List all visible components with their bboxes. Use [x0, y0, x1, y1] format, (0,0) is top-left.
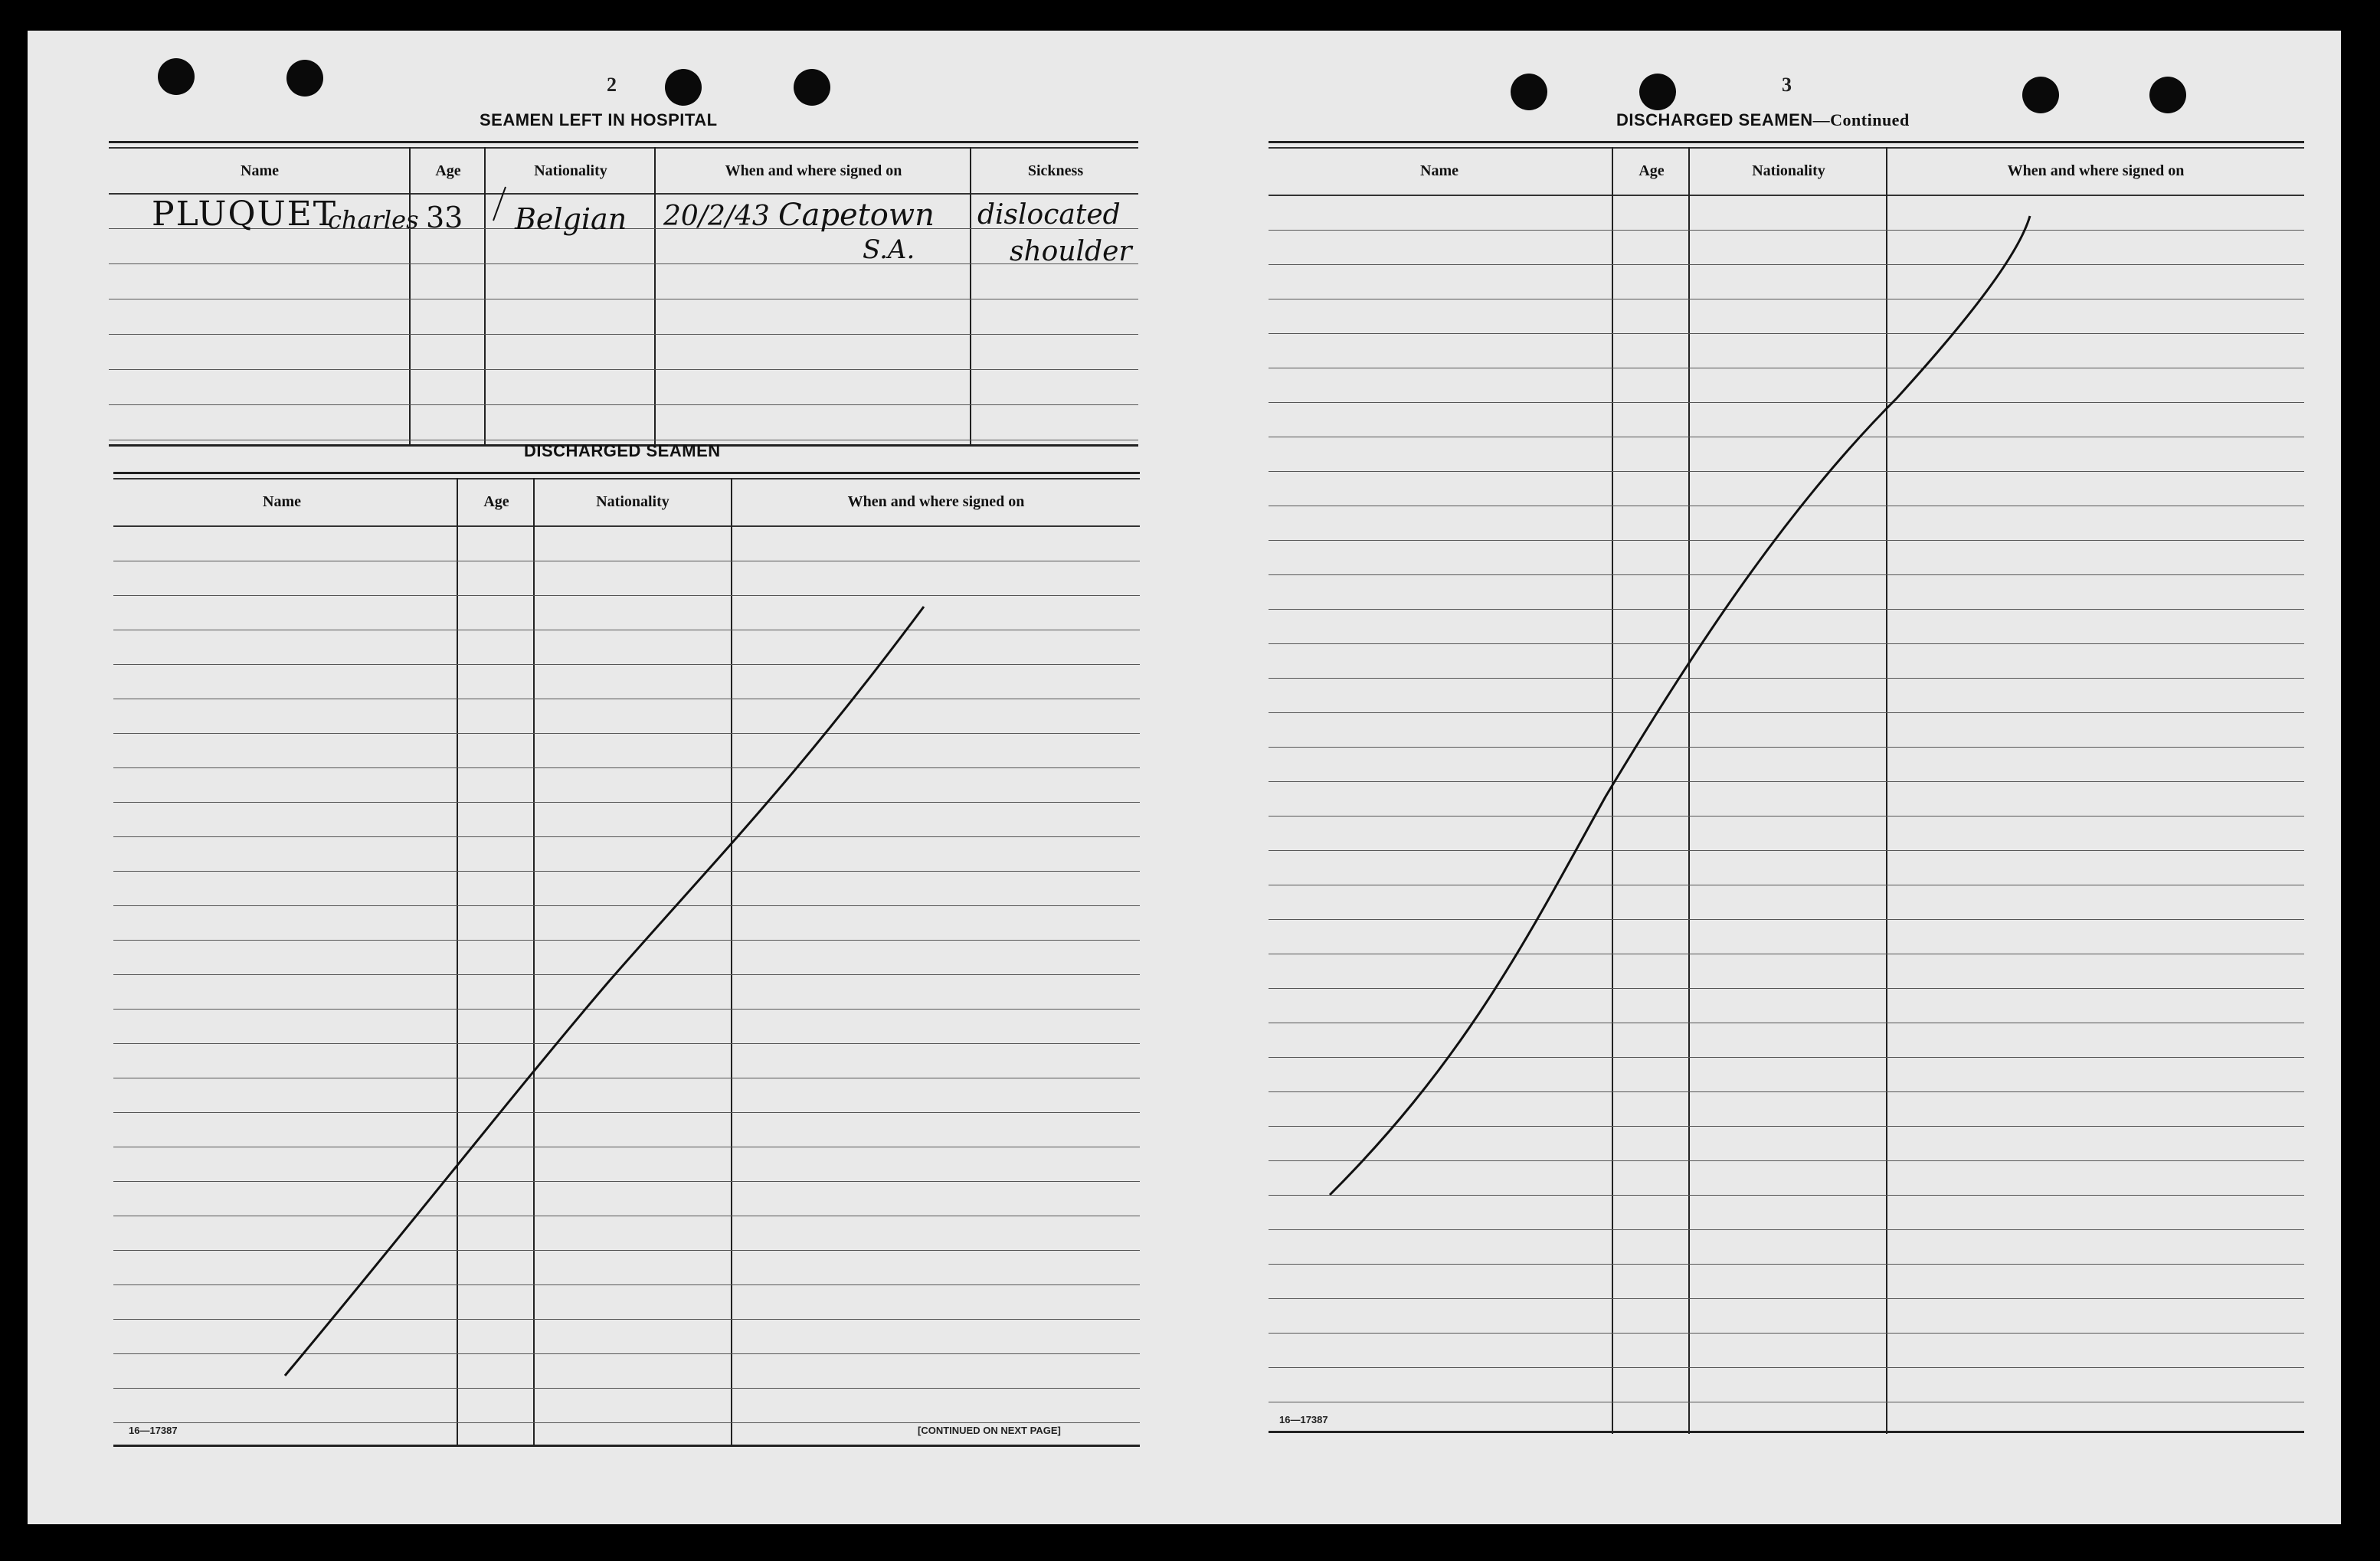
continued-note: [CONTINUED ON NEXT PAGE] [918, 1425, 1061, 1436]
title-main: DISCHARGED SEAMEN [1616, 110, 1813, 129]
sickness-line-1: dislocated [977, 199, 1121, 231]
page-number: 3 [1782, 74, 1792, 96]
seaman-surname: PLUQUET [152, 195, 338, 234]
cancellation-strokes [28, 31, 2341, 1524]
column-header-signed-on: When and where signed on [847, 493, 1025, 510]
page-number: 2 [607, 74, 617, 96]
seaman-given-name: charles [328, 205, 419, 234]
signed-on-place: Capetown [778, 198, 935, 233]
hospital-section-title: SEAMEN LEFT IN HOSPITAL [480, 110, 718, 129]
title-suffix: —Continued [1812, 110, 1910, 129]
seaman-age: 33 [426, 201, 463, 234]
seaman-nationality: Belgian [515, 202, 627, 236]
column-header-nationality: Nationality [596, 493, 669, 510]
sickness-line-2: shoulder [1010, 236, 1132, 267]
column-header-age: Age [1639, 162, 1665, 179]
signed-on-region: S.A. [863, 234, 915, 265]
column-header-nationality: Nationality [534, 162, 607, 179]
check-mark [493, 187, 506, 221]
form-sheet [28, 31, 2341, 1524]
cancel-stroke-left [285, 607, 924, 1376]
column-header-name: Name [263, 493, 301, 510]
signed-on-date: 20/2/43 [663, 201, 770, 232]
form-number: 16—17387 [129, 1425, 178, 1436]
form-number: 16—17387 [1279, 1414, 1328, 1425]
discharged-section-title: DISCHARGED SEAMEN [524, 441, 721, 460]
cancel-stroke-right [1330, 216, 2030, 1195]
column-header-name: Name [241, 162, 279, 179]
column-header-signed-on: When and where signed on [725, 162, 902, 179]
column-header-signed-on: When and where signed on [2007, 162, 2185, 179]
column-header-age: Age [435, 162, 461, 179]
column-header-sickness: Sickness [1027, 162, 1084, 179]
column-header-age: Age [483, 493, 509, 510]
column-header-nationality: Nationality [1752, 162, 1825, 179]
column-header-name: Name [1420, 162, 1458, 179]
